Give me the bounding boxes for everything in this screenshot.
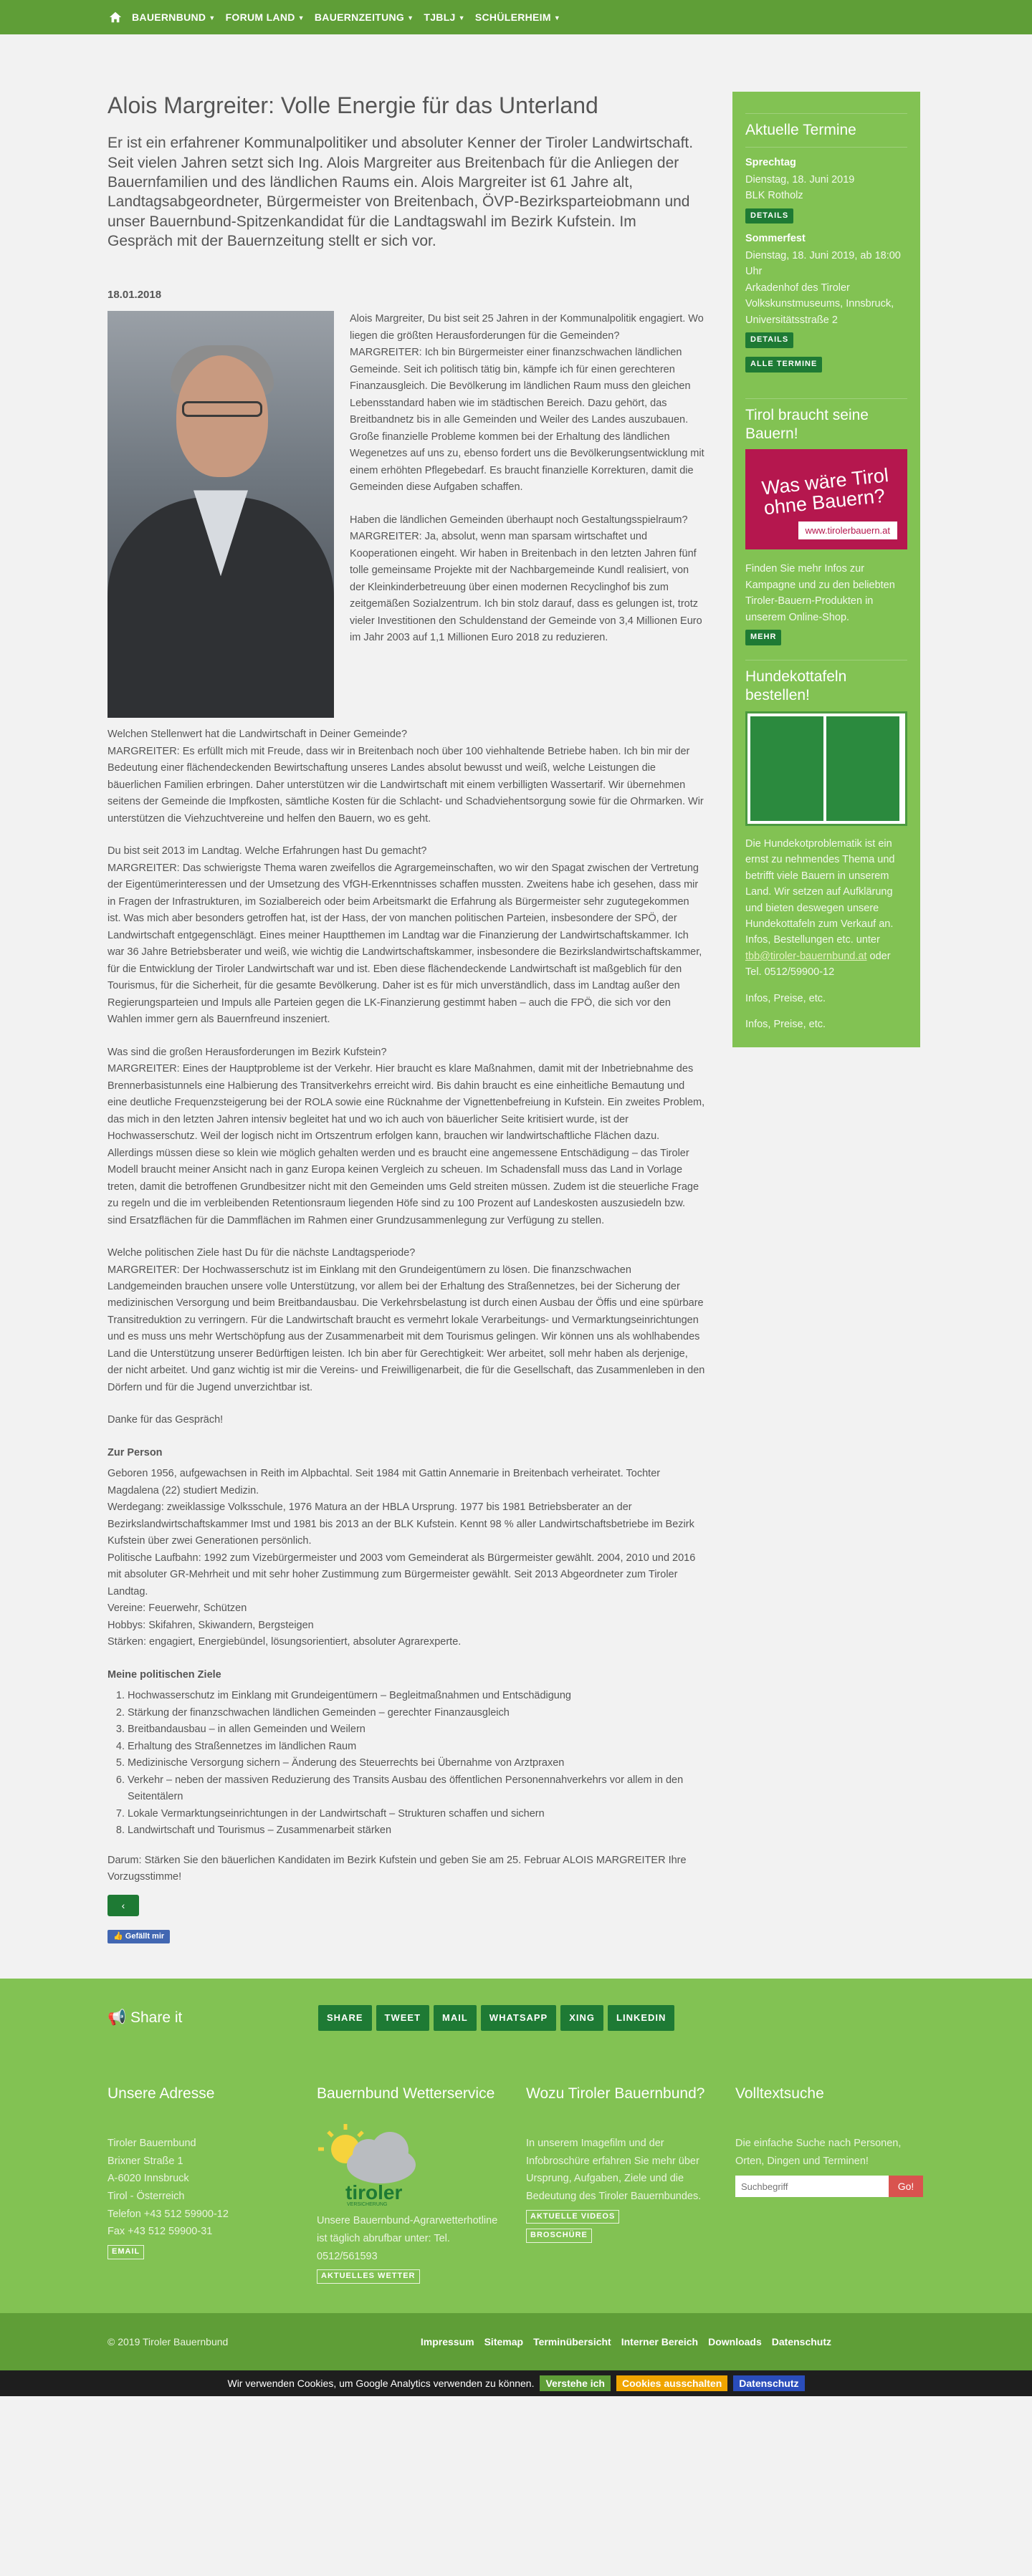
portrait-image bbox=[108, 311, 334, 718]
campaign-banner[interactable] bbox=[745, 449, 907, 549]
article-paragraph: Welche politischen Ziele hast Du für die nächste Landtagsperiode? MARGREITER: Der Hochwasserschutz ist im Einklang mit den Grundeigentümern zu lösen. Die finanzschwachen Landgemeinden brauchen unsere volle Unterstützung, vor allem bei der Erhaltung des Straßennetzes, bei der Sicherung der medizinischen Versorgung und beim Breitbandausbau. Die Verkehrsbelastung ist durch einen Ausbau der Öffis und eine spürbare Transitreduktion zu verringern. Für die Landwirtschaft braucht es vermehrt lokale Verarbeitungs- und Vermarktungseinrichtungen und es muss uns mehr Wertschöpfung aus der Zusammenarbeit mit dem Tourismus gelingen. Wir können uns als wohlhabendes Land die Unterstützung unserer Bedürftigen leisten. Ich bin aber für Gerechtigkeit: Wer arbeitet, soll mehr haben als derjenige, der nicht arbeitet. Und ganz wichtig ist mir die Vereins- und Freiwilligenarbeit, die für die Gesellschaft, das Zusammenleben in den Dörfern und für die Jugend unverzichtbar ist. bbox=[108, 1247, 705, 1393]
like-label: Gefällt mir bbox=[125, 1931, 165, 1941]
share-bar bbox=[0, 1979, 1032, 2057]
search-text: Die einfache Suche nach Personen, Orten, Dingen und Terminen! bbox=[735, 2138, 902, 2167]
footer-weather bbox=[317, 2082, 505, 2284]
list-item: 1. Hochwasserschutz im Einklang mit Grundeigentümern – Begleitmaßnahmen und Entschädigung bbox=[128, 1688, 705, 1704]
termine-link[interactable]: Terminübersicht bbox=[533, 2335, 611, 2347]
search-form bbox=[735, 2176, 923, 2197]
caret-down-icon: ▼ bbox=[209, 14, 216, 21]
person-heading: Zur Person bbox=[108, 1446, 163, 1458]
weather-text: Unsere Bauernbund-Agrarwetterhotline ist täglich abrufbar unter: Tel. 0512/561593 bbox=[317, 2215, 498, 2262]
nav-label: FORUM LAND bbox=[225, 11, 295, 23]
email-link[interactable]: tbb@tiroler-bauernbund.at bbox=[745, 950, 867, 962]
person-text: Geboren 1956, aufgewachsen in Reith im Alpbachtal. Seit 1984 mit Gattin Annemarie in Breitenbach verheiratet. Tochter Magdalena (22) studiert Medizin. Werdegang: zweiklassige Volksschule, 1976 Matura an der HBLA Ursprung. 1977 bis 1981 Betriebsberater an der Bezirkslandwirtschaftskammer Imst und 1981 bis 2013 an der BLK Kufstein. Kennt 98 % aller Landwirtschaftsbetriebe im Bezirk Kufstein über zwei Generationen persönlich. Politische Laufbahn: 1992 zum Vizebürgermeister und 2003 vom Gemeinderat als Bürgermeister gewählt. 2004, 2010 und 2016 mit absoluter GR-Mehrheit und mit sehr hoher Zustimmung zum Bürgermeister gewählt. Seit 2013 Abgeordneter zum Tiroler Landtag. Vereine: Feuerwehr, Schützen Hobbys: Skifahren, Skiwandern, Bergsteigen Stärken: engagiert, Energiebündel, lösungsorientiert, absoluter Agrarexperte. bbox=[108, 1468, 696, 1648]
caret-down-icon: ▼ bbox=[407, 14, 414, 21]
article-paragraph: Was sind die großen Herausforderungen im Bezirk Kufstein? MARGREITER: Eines der Hauptprobleme ist der Verkehr. Hier braucht es klare Maßnahmen, damit mit der Inbetriebnahme des Brennerbasistunnels eine Halbierung des Transitverkehrs erreicht wird. Bis dahin braucht es eine einheitliche Bemautung und eine deutliche Frequenzsteigerung bei der ROLA sowie eine Rücknahme der Vignettenbefreiung in Kufstein. Ein zweites Problem, das mich in den letzten Jahren intensiv begleitet hat und wo ich auch von bäuerlicher Seite kritisiert wurde, ist der Hochwasserschutz. Weil der logisch nicht im Ortszentrum erfolgen kann, brauchen wir landwirtschaftliche Flächen dazu. Allerdings müssen diese so klein wie möglich gehalten werden und es braucht eine angemessene Entschädigung – das Tiroler Modell braucht meiner Ansicht nach in ganz Europa keinen Vergleich zu scheuen. Im Schadensfall muss das Land in Vorlage treten, damit die betroffenen Grundbesitzer nicht mit den Gemeinden ums Geld streiten müssen. Zudem ist die steuerliche Frage zu regeln und die im verbleibenden Retentionsraum liegenden Höfe sind zu 100 Prozent auf Landeskosten auszusiedeln bzw. sind Ersatzflächen für die Dammflächen im Rahmen einer Grundzusammenlegung zur Verfügung zu stellen. bbox=[108, 1046, 705, 1226]
xing-share-button[interactable]: XING bbox=[560, 2005, 603, 2030]
event-details-button[interactable]: DETAILS bbox=[745, 332, 793, 348]
sitemap-link[interactable]: Sitemap bbox=[484, 2335, 524, 2347]
why-text: In unserem Imagefilm und der Infobroschüre erfahren Sie mehr über Ursprung, Aufgaben, Ziele und die Bedeutung des Tiroler Bauernbundes. bbox=[526, 2138, 702, 2202]
nav-label: BAUERNZEITUNG bbox=[314, 11, 405, 23]
bottom-bar bbox=[0, 2313, 1032, 2370]
facebook-like-button[interactable] bbox=[108, 1930, 170, 1944]
footer-address bbox=[108, 2082, 295, 2284]
article-paragraph: Danke für das Gespräch! bbox=[108, 1414, 224, 1426]
tirol-text: Finden Sie mehr Infos zur Kampagne und zu den beliebten Tiroler-Bauern-Produkten in unserem Online-Shop. bbox=[745, 563, 895, 623]
mail-share-button[interactable]: MAIL bbox=[434, 2005, 477, 2030]
linkedin-share-button[interactable]: LINKEDIN bbox=[608, 2005, 674, 2030]
promo-text: Was wäre Tirol ohne Bauern? bbox=[760, 464, 890, 520]
why-title: Wozu Tiroler Bauernbund? bbox=[526, 2085, 705, 2102]
caret-down-icon: ▼ bbox=[553, 14, 561, 21]
footer-search bbox=[735, 2082, 923, 2284]
article-paragraph: Alois Margreiter, Du bist seit 25 Jahren in der Kommunalpolitik engagiert. Wo liegen die größten Herausforderungen für die Gemeinden? MARGREITER: Ich bin Bürgermeister einer finanzschwachen ländlichen Gemeinde. Seit ich politisch tätig bin, kämpfe ich für einen gerechteren Finanzausgleich. Die Bevölkerung im ländlichen Raum muss den gleichen Lebensstandard haben wie im städtischen Bereich. Dazu gehört, das Breitbandnetz bis in alle Gemeinden und Weiler des Landes auszubauen. Große finanzielle Probleme kommen bei der Erhaltung des ländlichen Wegenetzes auf uns zu, ebenso fordert uns die Bevölkerungsentwicklung mit einem erhöhten Pflegebedarf. Es braucht finanzielle Korrekturen, damit die Gemeinden diese Aufgaben schaffen. bbox=[350, 313, 704, 494]
videos-button[interactable]: AKTUELLE VIDEOS bbox=[526, 2210, 619, 2224]
cookie-banner bbox=[0, 2370, 1032, 2396]
sidebar bbox=[732, 92, 920, 1944]
goals-list bbox=[108, 1688, 705, 1839]
tiroler-logo-sub: VERSICHERUNG bbox=[347, 2202, 388, 2206]
hunde-text-part: oder Tel. 0512/59900-12 bbox=[745, 950, 891, 979]
datenschutz-link[interactable]: Datenschutz bbox=[771, 2335, 831, 2347]
downloads-link[interactable]: Downloads bbox=[708, 2335, 762, 2347]
thumbs-up-icon: 👍 bbox=[113, 1931, 125, 1941]
list-item: 5. Medizinische Versorgung sichern – Änderung des Steuerrechts bei Übernahme von Arztpraxen bbox=[128, 1755, 705, 1772]
bottom-links bbox=[421, 2334, 924, 2350]
twitter-tweet-button[interactable]: TWEET bbox=[376, 2005, 430, 2030]
tiroler-logo-text: tiroler bbox=[345, 2181, 403, 2203]
event-title: Sprechtag bbox=[745, 157, 796, 169]
search-input[interactable] bbox=[735, 2176, 889, 2197]
copyright: © 2019 Tiroler Bauernbund bbox=[108, 2335, 229, 2347]
back-button[interactable]: ‹ bbox=[108, 1895, 139, 1916]
list-item: 3. Breitbandausbau – in allen Gemeinden und Weilern bbox=[128, 1721, 705, 1738]
search-go-button[interactable]: Go! bbox=[889, 2176, 923, 2197]
nav-tjblj[interactable] bbox=[424, 9, 465, 26]
nav-schuelerheim[interactable] bbox=[475, 9, 560, 26]
event-details-button[interactable]: DETAILS bbox=[745, 208, 793, 224]
email-button[interactable]: EMAIL bbox=[108, 2245, 144, 2259]
article-title: Alois Margreiter: Volle Energie für das Unterland bbox=[108, 92, 598, 118]
footer bbox=[0, 2057, 1032, 2313]
list-item: 7. Lokale Vermarktungseinrichtungen in der Landwirtschaft – Strukturen schaffen und sichern bbox=[128, 1806, 705, 1822]
cookie-accept-button[interactable]: Verstehe ich bbox=[540, 2375, 611, 2392]
termine-title: Aktuelle Termine bbox=[745, 122, 856, 138]
event-text: Dienstag, 18. Juni 2019 BLK Rotholz bbox=[745, 173, 855, 202]
closing-text: Darum: Stärken Sie den bäuerlichen Kandidaten im Bezirk Kufstein und geben Sie am 25. Februar ALOIS MARGREITER Ihre Vorzugsstimme! bbox=[108, 1854, 687, 1883]
sidebar-box bbox=[732, 92, 920, 1047]
nav-bauernbund[interactable] bbox=[132, 9, 216, 26]
article-lead: Er ist ein erfahrener Kommunalpolitiker und absoluter Kenner der Tiroler Landwirtschaft. Seit vielen Jahren setzt sich Ing. Alois Margreiter aus Breitenbach für die Anliegen der Bauernfamilien und des ländlichen Raums ein. Alois Margreiter ist 61 Jahre alt, Landtagsabgeordneter, Bürgermeister von Breitenbach, ÖVP-Bezirksparteiobmann und unser Bauernbund-Spitzenkandidat für die Landtagswahl im Bezirk Kufstein. Im Gespräch mit der Bauernzeitung stellt er sich vor. bbox=[108, 135, 694, 249]
share-title bbox=[108, 2006, 318, 2030]
event-title: Sommerfest bbox=[745, 233, 806, 245]
goals-heading: Meine politischen Ziele bbox=[108, 1668, 221, 1681]
caret-down-icon: ▼ bbox=[297, 14, 305, 21]
weather-button[interactable]: AKTUELLES WETTER bbox=[317, 2269, 420, 2284]
nav-label: SCHÜLERHEIM bbox=[474, 11, 551, 23]
cookie-text: Wir verwenden Cookies, um Google Analytics verwenden zu können. bbox=[227, 2377, 535, 2389]
article-paragraph: Haben die ländlichen Gemeinden überhaupt noch Gestaltungsspielraum? MARGREITER: Ja, absolut, wenn man sparsam wirtschaftet und Kooperationen eingeht. Wir haben in Breitenbach in den letzten Jahren fünf tolle gemeinsame Projekte mit der Nachbargemeinde Kundl realisiert, von der Kleinkinderbetreuung über einen modernen Recyclinghof bis zum zeitgemäßen Sozialzentrum. Ich bin stolz darauf, dass es gelungen ist, trotz vieler Investitionen den Schuldenstand der Gemeinde von 3,4 Millionen Euro im Jahr 2003 auf 1,1 Millionen Euro 2018 zu reduzieren. bbox=[350, 514, 702, 644]
hunde-text-part: Die Hundekotproblematik ist ein ernst zu nehmendes Thema und betrifft viele Bauern in unserem Land. Wir setzen auf Aufklärung und bieten deswegen unsere Hundekottafeln zum Verkauf an. Infos, Bestellungen etc. unter bbox=[745, 837, 895, 946]
caret-down-icon: ▼ bbox=[458, 14, 465, 21]
weather-cloud-sun-icon bbox=[317, 2120, 424, 2206]
article-paragraph: Welchen Stellenwert hat die Landwirtschaft in Deiner Gemeinde? MARGREITER: Es erfüllt mich mit Freude, dass wir in Breitenbach noch über 100 viehhaltende Betriebe haben. Ich bin mir der Bedeutung einer flächendeckenden Bewirtschaftung unseres Landes absolut bewusst und weiß, welche Leistungen die bäuerlichen Familien erbringen. Daher unterstützen wir die Landwirtschaft mit einem verbilligten Wassertarif. Wir übernehmen seitens der Gemeinde die Impfkosten, sämtliche Kosten für die Schlacht- und Schadviehentsorgung sowie für die Ohrmarken. Wir unterstützen die Viehzuchtvereine und helfen den Bauern, wo es geht. bbox=[108, 729, 704, 825]
weather-title: Bauernbund Wetterservice bbox=[317, 2085, 495, 2102]
dog-poster-image bbox=[745, 711, 907, 826]
list-item: 4. Erhaltung des Straßennetzes im ländlichen Raum bbox=[128, 1739, 705, 1755]
impressum-link[interactable]: Impressum bbox=[420, 2335, 474, 2347]
tirol-title: Tirol braucht seine Bauern! bbox=[745, 406, 869, 443]
cookie-reject-button[interactable]: Cookies ausschalten bbox=[616, 2375, 727, 2392]
megaphone-icon: 📢 bbox=[108, 2009, 130, 2026]
brochure-button[interactable]: BROSCHÜRE bbox=[526, 2229, 592, 2243]
content-wrapper bbox=[108, 34, 924, 1979]
list-item: 6. Verkehr – neben der massiven Reduzierung des Transits Ausbau des öffentlichen Personennahverkehrs vor allem in den Seitentälern bbox=[128, 1772, 705, 1806]
article-paragraph: Du bist seit 2013 im Landtag. Welche Erfahrungen hast Du gemacht? MARGREITER: Das schwierigste Thema waren zweifellos die Agrargemeinschaften, wo wir den Spagat zwischen der Vertretung der Eigentümerinteressen und der Umsetzung des VfGH-Erkenntnisses schaffen mussten. Zweitens habe ich gesehen, dass mir in Fragen der Infrastrukturen, im Sozialbereich oder beim Arbeitsmarkt die Erfahrung als Bürgermeister sehr zugutegekommen ist. Was mich aber besonders getroffen hat, ist der Hass, der von manchen politischen Parteien, insbesondere der SPÖ, der Landwirtschaft entgegenschlägt. Eines meiner Hauptthemen im Landtag war die Finanzierung der Landwirtschaftskammer. Ich war 36 Jahre Betriebsberater und weiß, wie wichtig die Landwirtschaftskammer, insbesondere die Bezirkslandwirtschaftskammer, für die Entwicklung der Tiroler Landwirtschaft war und ist. Eben diese flächendeckende Landwirtschaft ist maßgeblich für den Tourismus, für die Sicherheit, für die gesamte Bevölkerung. Daher ist es für mich unverständlich, dass im Landtag außer den Regierungsparteien und Impuls alle Parteien gegen die LK-Finanzierung gestimmt haben – auch die FPÖ, die sich vor den Wahlen immer gern als Bauernfreund inszeniert. bbox=[108, 845, 702, 1026]
hunde-info: Infos, Preise, etc. bbox=[745, 992, 826, 1004]
event-text: Dienstag, 18. Juni 2019, ab 18:00 Uhr Arkadenhof des Tiroler Volkskunstmuseums, Innsbruck, Universitätsstraße 2 bbox=[745, 249, 901, 326]
address-text: Tiroler Bauernbund Brixner Straße 1 A-6020 Innsbruck Tirol - Österreich Telefon +43 512 59900-12 Fax +43 512 59900-31 bbox=[108, 2138, 229, 2238]
home-icon[interactable] bbox=[109, 11, 122, 24]
hunde-info: Infos, Preise, etc. bbox=[745, 1019, 826, 1031]
footer-why bbox=[526, 2082, 714, 2284]
article bbox=[108, 57, 705, 1944]
list-item: 2. Stärkung der finanzschwachen ländlichen Gemeinden – gerechter Finanzausgleich bbox=[128, 1705, 705, 1721]
nav-label: TJBLJ bbox=[424, 11, 456, 23]
search-title: Volltextsuche bbox=[735, 2085, 824, 2102]
facebook-share-button[interactable]: SHARE bbox=[318, 2005, 372, 2030]
cookie-privacy-button[interactable]: Datenschutz bbox=[733, 2375, 804, 2392]
address-title: Unsere Adresse bbox=[108, 2085, 215, 2102]
top-navigation bbox=[0, 0, 1032, 34]
intern-link[interactable]: Interner Bereich bbox=[621, 2335, 699, 2347]
hunde-title: Hundekottafeln bestellen! bbox=[745, 668, 847, 704]
nav-bauernzeitung[interactable] bbox=[315, 9, 414, 26]
hunde-text bbox=[745, 836, 907, 981]
nav-forum-land[interactable] bbox=[226, 9, 305, 26]
more-button[interactable]: MEHR bbox=[745, 630, 781, 645]
whatsapp-share-button[interactable]: WHATSAPP bbox=[481, 2005, 556, 2030]
promo-url: www.tirolerbauern.at bbox=[798, 522, 898, 539]
nav-label: BAUERNBUND bbox=[132, 11, 206, 23]
all-events-button[interactable]: ALLE TERMINE bbox=[745, 357, 822, 373]
share-label: Share it bbox=[130, 2009, 183, 2026]
article-date: 18.01.2018 bbox=[108, 289, 162, 302]
list-item: 8. Landwirtschaft und Tourismus – Zusammenarbeit stärken bbox=[128, 1822, 705, 1839]
